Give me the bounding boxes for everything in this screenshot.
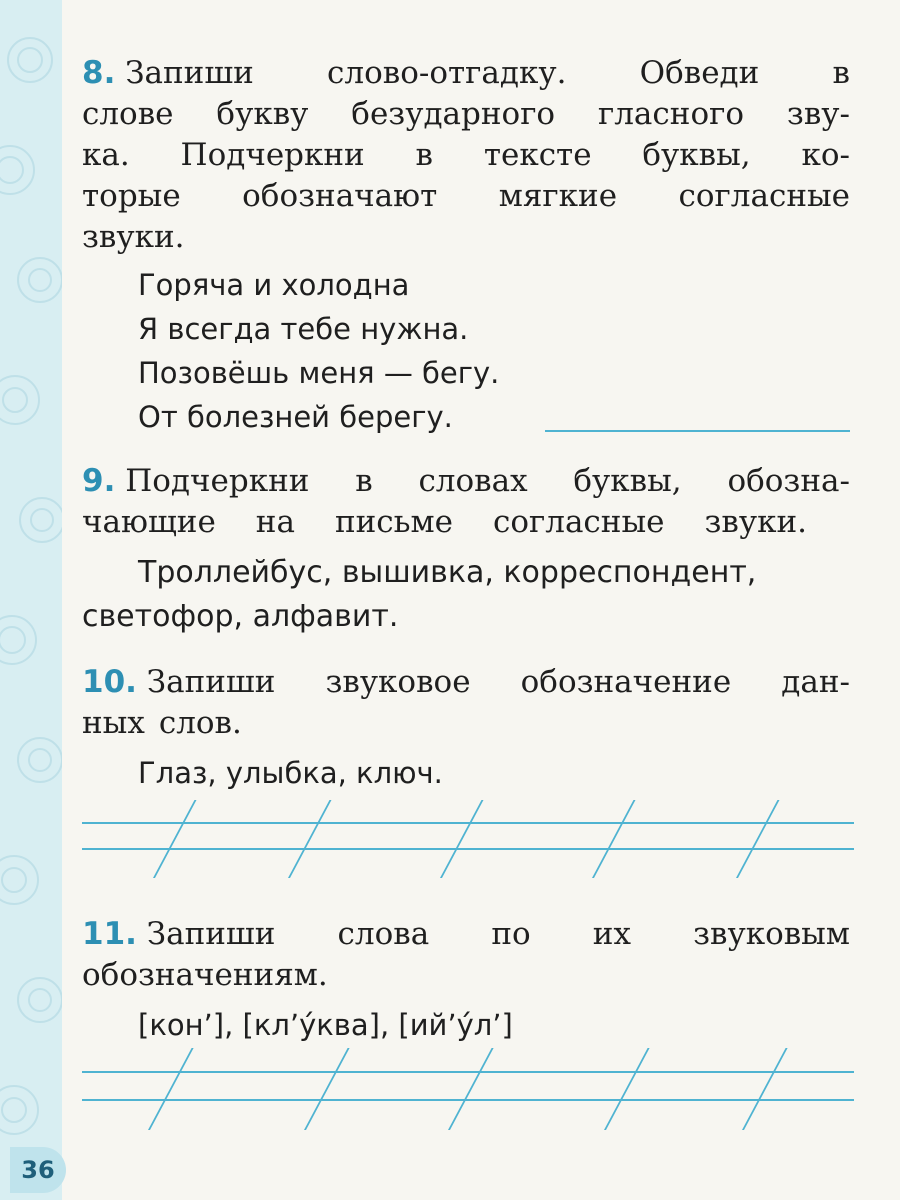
task-number: 11. — [82, 916, 137, 952]
answer-line[interactable] — [82, 1099, 854, 1101]
answer-line[interactable] — [82, 848, 854, 850]
word-list-line-2: светофор, алфавит. — [82, 599, 399, 634]
task-8-line-5: звуки. — [82, 219, 185, 255]
task-11-line-2: обозначениям. — [82, 957, 328, 993]
word-list-line-1: Троллейбус, вышивка, корреспондент, — [138, 555, 757, 590]
task-8-line-3: ка. Подчеркни в тексте буквы, ко- — [82, 137, 850, 173]
riddle-line-4: От болезней берегу. — [138, 400, 453, 434]
riddle-line-2: Я всегда тебе нужна. — [138, 312, 469, 346]
decorative-margin-strip — [0, 0, 62, 1200]
answer-line[interactable] — [82, 1071, 854, 1073]
task-8-line-1: 8. Запиши слово-отгадку. Обведи в — [82, 55, 850, 91]
riddle-line-1: Горяча и холодна — [138, 268, 410, 302]
task-number: 8. — [82, 55, 116, 91]
task-8-line-4: торые обозначают мягкие согласные — [82, 178, 850, 214]
answer-line[interactable] — [545, 430, 850, 432]
task-9-line-1: 9. Подчеркни в словах буквы, обозна- — [82, 463, 850, 499]
task-number: 10. — [82, 664, 137, 700]
page-number: 36 — [10, 1147, 66, 1193]
transcriptions: [кон’], [кл’у́ква], [ий’у́л’] — [138, 1008, 513, 1042]
task-10-line-2: ных слов. — [82, 705, 242, 741]
words-to-transcribe: Глаз, улыбка, ключ. — [138, 756, 443, 790]
task-number: 9. — [82, 463, 116, 499]
task-11-line-1: 11. Запиши слова по их звуковым — [82, 916, 850, 952]
task-10-line-1: 10. Запиши звуковое обозначение дан- — [82, 664, 850, 700]
swirl-pattern-icon — [0, 0, 62, 1200]
task-9-line-2: чающие на письме согласные звуки. — [82, 504, 807, 540]
riddle-line-3: Позовёшь меня — бегу. — [138, 356, 500, 390]
task-8-line-2: слове букву безударного гласного зву- — [82, 96, 850, 132]
